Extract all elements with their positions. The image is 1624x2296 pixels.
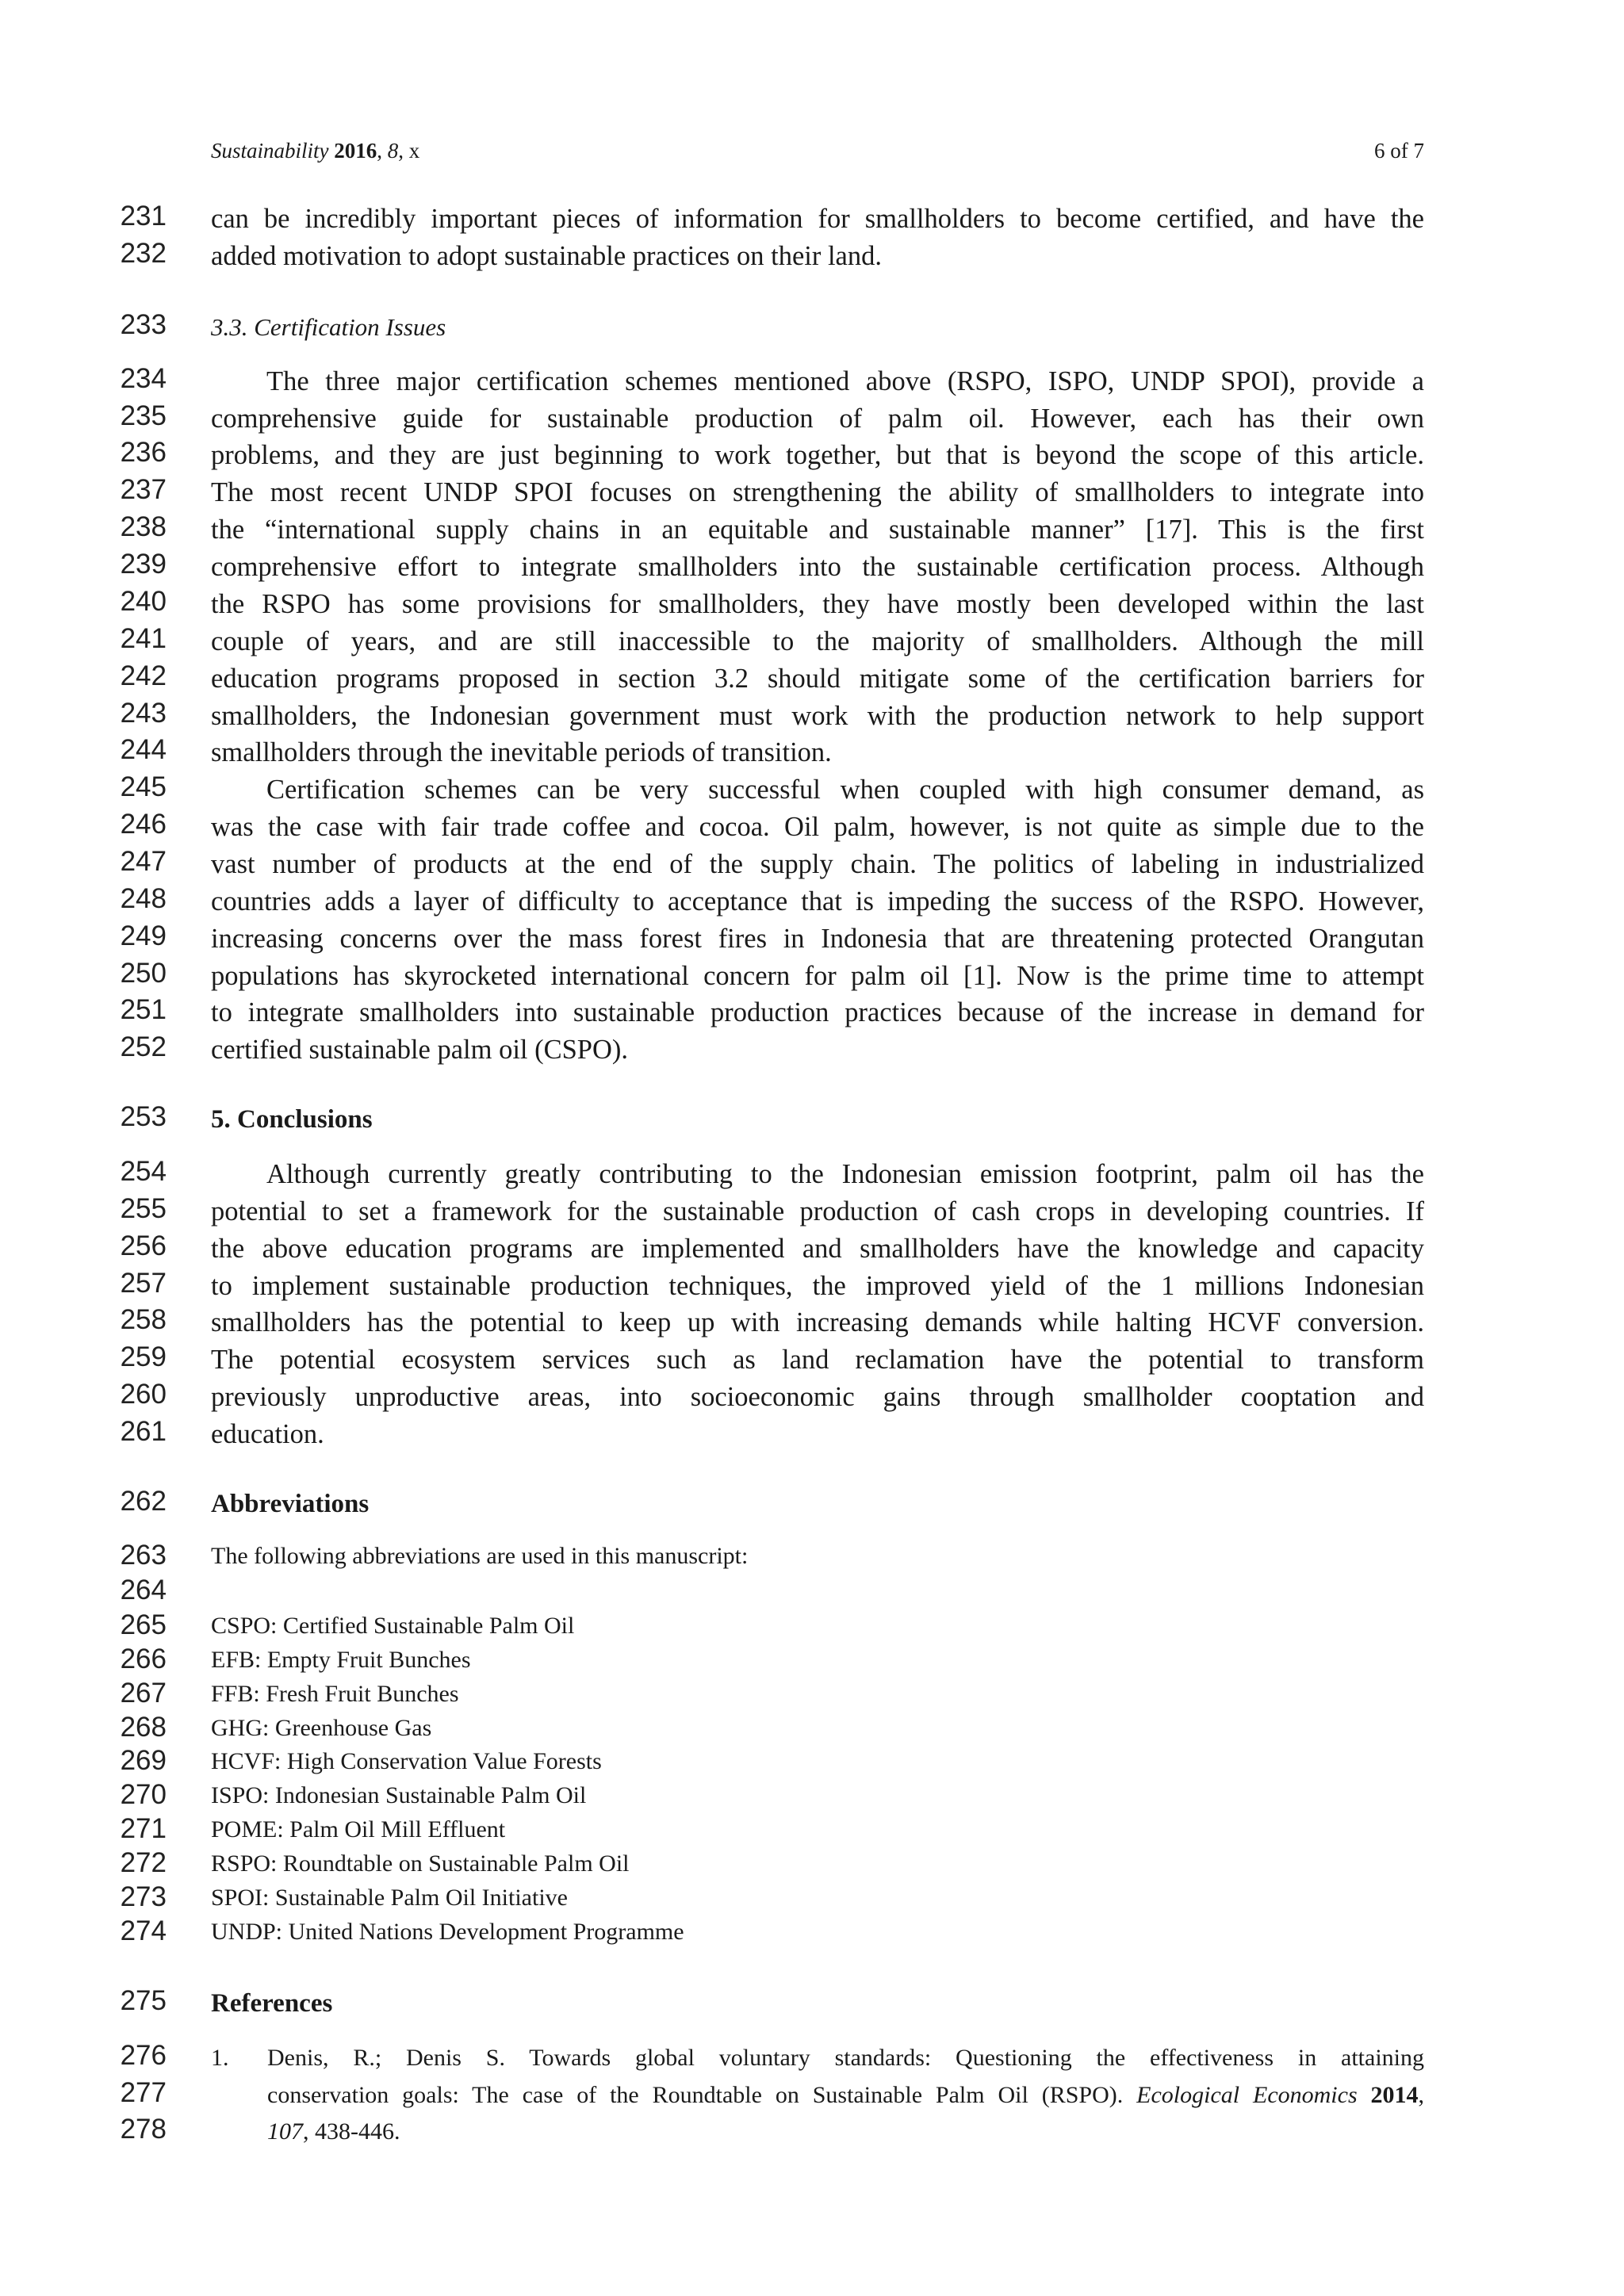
line-number: 264 [120, 1575, 167, 1605]
journal-year: 2016 [334, 139, 377, 163]
line-number: 278 [120, 2114, 167, 2145]
line-number: 249 [120, 920, 167, 951]
line-number: 240 [120, 586, 167, 617]
running-header [211, 139, 1424, 170]
reference-number: 1. [211, 2045, 229, 2071]
line-number: 273 [120, 1881, 167, 1912]
article-number: x [408, 139, 420, 163]
paragraph-line: added motivation to adopt sustainable practices on their land. [211, 241, 882, 271]
abbreviations-heading: Abbreviations [211, 1490, 370, 1518]
line-number: 258 [120, 1304, 167, 1335]
paragraph-line: The most recent UNDP SPOI focuses on strengthening the ability of smallholders to integrate into [211, 477, 1424, 507]
reference-line [267, 2114, 1424, 2150]
paragraph-line: problems, and they are just beginning to work together, but that is beyond the scope of this article. [211, 440, 1424, 470]
line-number: 259 [120, 1341, 167, 1372]
line-number: 255 [120, 1193, 167, 1224]
abbreviation-item: HCVF: High Conservation Value Forests [211, 1748, 602, 1774]
line-number: 248 [120, 883, 167, 914]
abbreviation-item: SPOI: Sustainable Palm Oil Initiative [211, 1885, 568, 1911]
paragraph-line: previously unproductive areas, into socioeconomic gains through smallholder cooptation and [211, 1382, 1424, 1412]
paragraph-line: certified sustainable palm oil (CSPO). [211, 1035, 629, 1065]
line-number: 235 [120, 400, 167, 431]
reference-volume: 107 [267, 2118, 303, 2145]
paragraph-line: couple of years, and are still inaccessible to the majority of smallholders. Although the mill [211, 626, 1424, 656]
reference-journal: Ecological Economics [1136, 2082, 1358, 2108]
paragraph-line: increasing concerns over the mass forest fires in Indonesia that are threatening protected Orangutan [211, 924, 1424, 954]
paragraph-line: The three major certification schemes mentioned above (RSPO, ISPO, UNDP SPOI), provide a [266, 366, 1424, 396]
references-heading: References [211, 1989, 333, 2018]
line-number: 239 [120, 549, 167, 580]
line-number: 244 [120, 734, 167, 765]
reference-year: 2014 [1370, 2082, 1419, 2108]
journal-name: Sustainability [211, 139, 329, 163]
line-number: 253 [120, 1101, 167, 1132]
paragraph-line: the RSPO has some provisions for smallholders, they have mostly been developed within the last [211, 589, 1424, 619]
line-number: 257 [120, 1268, 167, 1299]
line-number: 237 [120, 474, 167, 505]
paragraph-line: education. [211, 1419, 324, 1449]
paragraph-line: to integrate smallholders into sustainable production practices because of the increase in demand for [211, 997, 1424, 1027]
paragraph-line: countries adds a layer of difficulty to acceptance that is impeding the success of the RSPO. However, [211, 886, 1424, 916]
abbreviation-item: CSPO: Certified Sustainable Palm Oil [211, 1613, 575, 1639]
line-number: 251 [120, 994, 167, 1025]
header-journal-citation: Sustainability 2016, 8, x [211, 139, 420, 163]
line-number: 265 [120, 1609, 167, 1640]
line-number: 268 [120, 1712, 167, 1743]
reference-pages: , 438-446. [303, 2118, 400, 2145]
section-heading: 5. Conclusions [211, 1105, 373, 1134]
paragraph-line: smallholders has the potential to keep up with increasing demands while halting HCVF conversion. [211, 1307, 1424, 1337]
paragraph-line: the above education programs are implemented and smallholders have the knowledge and capacity [211, 1234, 1424, 1264]
abbreviation-item: ISPO: Indonesian Sustainable Palm Oil [211, 1782, 587, 1808]
journal-volume: 8 [387, 139, 399, 163]
line-number: 267 [120, 1678, 167, 1709]
line-number: 250 [120, 958, 167, 989]
line-number: 260 [120, 1379, 167, 1410]
paragraph-line: smallholders, the Indonesian government must work with the production network to help support [211, 701, 1424, 731]
paragraph-line: can be incredibly important pieces of information for smallholders to become certified, and have the [211, 204, 1424, 234]
line-number: 233 [120, 309, 167, 340]
paragraph-line: Certification schemes can be very successful when coupled with high consumer demand, as [266, 775, 1424, 805]
paragraph-line: vast number of products at the end of the supply chain. The politics of labeling in industrialized [211, 849, 1424, 879]
page-number: 6 of 7 [1374, 139, 1424, 163]
line-number: 263 [120, 1540, 167, 1571]
paragraph-line: smallholders through the inevitable periods of transition. [211, 737, 832, 767]
abbreviation-item: UNDP: United Nations Development Programme [211, 1919, 684, 1945]
line-number: 252 [120, 1031, 167, 1062]
abbreviation-item: FFB: Fresh Fruit Bunches [211, 1681, 459, 1707]
paragraph-line: Although currently greatly contributing to the Indonesian emission footprint, palm oil has the [266, 1159, 1424, 1189]
abbreviation-item: GHG: Greenhouse Gas [211, 1715, 432, 1741]
line-number: 277 [120, 2077, 167, 2108]
abbreviation-item: RSPO: Roundtable on Sustainable Palm Oil [211, 1850, 630, 1877]
line-number: 272 [120, 1847, 167, 1878]
line-number: 236 [120, 437, 167, 468]
paragraph-line: potential to set a framework for the sustainable production of cash crops in developing countries. If [211, 1196, 1424, 1226]
paragraph-line: to implement sustainable production techniques, the improved yield of the 1 millions Indonesian [211, 1271, 1424, 1301]
line-number: 241 [120, 623, 167, 654]
line-number: 243 [120, 698, 167, 729]
paragraph-line: comprehensive guide for sustainable production of palm oil. However, each has their own [211, 404, 1424, 434]
paragraph-line: was the case with fair trade coffee and cocoa. Oil palm, however, is not quite as simple due to the [211, 812, 1424, 842]
line-number: 242 [120, 660, 167, 691]
paragraph-line: populations has skyrocketed international concern for palm oil [1]. Now is the prime time to attempt [211, 961, 1424, 991]
line-number: 238 [120, 511, 167, 542]
line-number: 269 [120, 1745, 167, 1776]
line-number: 276 [120, 2040, 167, 2071]
abbreviation-item: EFB: Empty Fruit Bunches [211, 1647, 471, 1673]
line-number: 245 [120, 771, 167, 802]
line-number: 266 [120, 1644, 167, 1674]
reference-line: Denis, R.; Denis S. Towards global voluntary standards: Questioning the effectiveness in attaining [267, 2045, 1424, 2071]
paragraph-line: comprehensive effort to integrate smallholders into the sustainable certification process. Although [211, 552, 1424, 582]
paragraph-line: The potential ecosystem services such as land reclamation have the potential to transform [211, 1345, 1424, 1375]
line-number: 262 [120, 1486, 167, 1517]
line-number: 234 [120, 363, 167, 394]
abbreviations-intro: The following abbreviations are used in this manuscript: [211, 1543, 749, 1569]
line-number: 274 [120, 1915, 167, 1946]
line-number: 231 [120, 201, 167, 232]
line-number: 271 [120, 1813, 167, 1844]
line-number: 247 [120, 846, 167, 877]
line-number: 232 [120, 238, 167, 269]
reference-line: conservation goals: The case of the Roundtable on Sustainable Palm Oil (RSPO). Ecological Economics 2014, [267, 2082, 1425, 2108]
abbreviation-item: POME: Palm Oil Mill Effluent [211, 1816, 506, 1843]
paragraph-line: education programs proposed in section 3.2 should mitigate some of the certification barriers for [211, 664, 1424, 694]
subsection-heading: 3.3. Certification Issues [211, 313, 446, 341]
line-number: 254 [120, 1156, 167, 1187]
line-number: 261 [120, 1416, 167, 1447]
line-number: 270 [120, 1779, 167, 1810]
line-number: 275 [120, 1985, 167, 2016]
line-number: 256 [120, 1230, 167, 1261]
paragraph-line: the “international supply chains in an equitable and sustainable manner” [17]. This is the first [211, 515, 1424, 545]
line-number: 246 [120, 809, 167, 840]
